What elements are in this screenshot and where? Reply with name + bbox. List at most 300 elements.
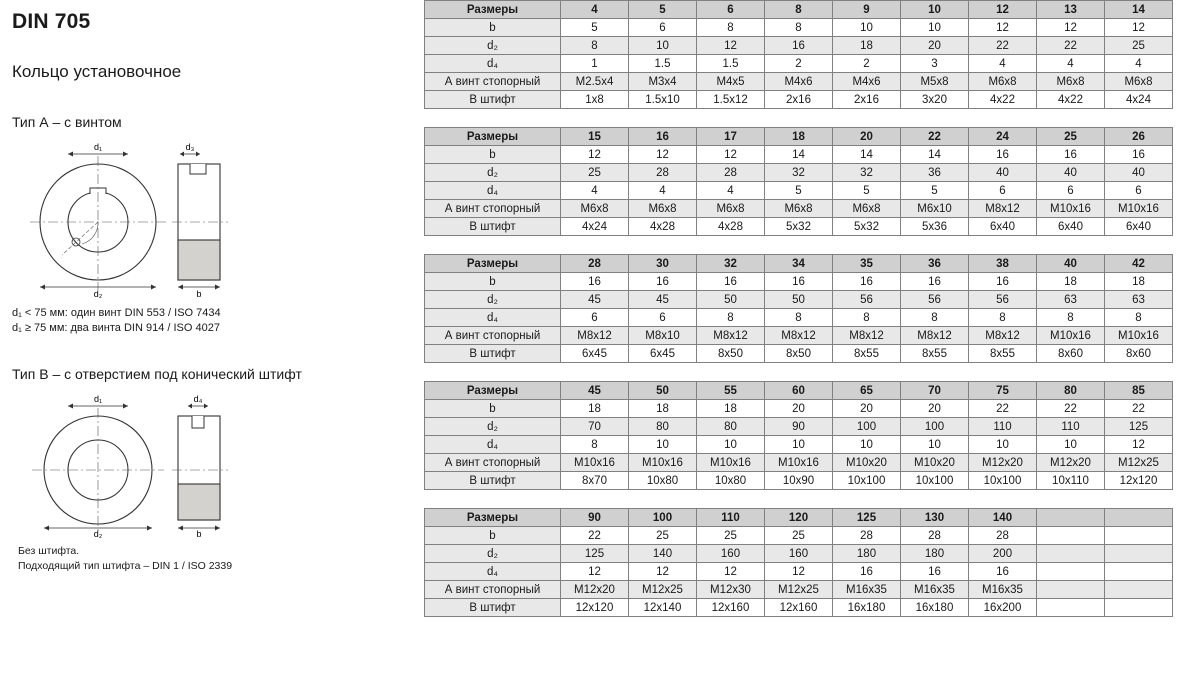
table-cell: 16 <box>969 273 1037 291</box>
table-cell: 56 <box>901 291 969 309</box>
table-cell: M8x12 <box>697 327 765 345</box>
table-row <box>425 200 1173 218</box>
table-row <box>425 182 1173 200</box>
type-b-note-1: Без штифта. <box>18 545 80 557</box>
table-cell <box>1105 509 1173 527</box>
table-cell: 16 <box>1105 146 1173 164</box>
table-cell: 110 <box>1037 418 1105 436</box>
row-label: Размеры <box>425 509 561 527</box>
table-cell: M6x10 <box>901 200 969 218</box>
table-cell: 4x28 <box>697 218 765 236</box>
table-cell: 28 <box>901 527 969 545</box>
table-cell: M8x12 <box>765 327 833 345</box>
table-cell: 5 <box>833 182 901 200</box>
table-cell: 12 <box>629 563 697 581</box>
table-cell: 25 <box>629 527 697 545</box>
svg-text:d₁: d₁ <box>93 142 103 152</box>
table-cell: 12 <box>969 19 1037 37</box>
table-cell: 125 <box>561 545 629 563</box>
table-cell <box>1037 581 1105 599</box>
row-label: d₄ <box>425 436 561 454</box>
table-cell: 12 <box>629 146 697 164</box>
table-cell: 12x160 <box>697 599 765 617</box>
table-cell <box>1105 527 1173 545</box>
table-cell: 16 <box>901 563 969 581</box>
row-label: Размеры <box>425 1 561 19</box>
table-cell: M3x4 <box>629 73 697 91</box>
table-cell: 12 <box>1105 436 1173 454</box>
table-cell: 42 <box>1105 255 1173 273</box>
table-cell: 10 <box>901 19 969 37</box>
table-cell: 56 <box>833 291 901 309</box>
table-cell: 8 <box>561 436 629 454</box>
table-cell: 16 <box>833 563 901 581</box>
table-row <box>425 454 1173 472</box>
table-cell: M10x16 <box>1037 327 1105 345</box>
row-label: В штифт <box>425 472 561 490</box>
table-cell: 50 <box>765 291 833 309</box>
table-cell: 8x55 <box>901 345 969 363</box>
table-cell: 13 <box>1037 1 1105 19</box>
table-cell: 100 <box>833 418 901 436</box>
table-cell: M4x6 <box>765 73 833 91</box>
table-cell: 17 <box>697 128 765 146</box>
table-cell: 8 <box>969 309 1037 327</box>
table-cell: 22 <box>1037 37 1105 55</box>
table-row <box>425 91 1173 109</box>
row-label: d₂ <box>425 164 561 182</box>
table-cell: 10 <box>629 436 697 454</box>
table-cell: 10 <box>901 1 969 19</box>
table-cell: 40 <box>1105 164 1173 182</box>
table-cell: M10x16 <box>1037 200 1105 218</box>
table-cell: 10 <box>901 436 969 454</box>
table-cell: 80 <box>697 418 765 436</box>
table-cell: 32 <box>833 164 901 182</box>
table-cell: 3 <box>901 55 969 73</box>
table-cell: 8x70 <box>561 472 629 490</box>
table-cell <box>1105 599 1173 617</box>
table-row <box>425 327 1173 345</box>
svg-text:d₃: d₃ <box>185 142 195 152</box>
table-cell: 5 <box>561 19 629 37</box>
table-cell: 16 <box>969 563 1037 581</box>
table-cell: 12 <box>561 146 629 164</box>
table-cell: 22 <box>561 527 629 545</box>
table-cell: 8x50 <box>765 345 833 363</box>
row-label: d₂ <box>425 418 561 436</box>
table-cell: 20 <box>833 400 901 418</box>
table-cell: 20 <box>833 128 901 146</box>
table-cell: 200 <box>969 545 1037 563</box>
table-cell: 12x160 <box>765 599 833 617</box>
table-cell: M8x12 <box>969 200 1037 218</box>
table-cell: 12 <box>765 563 833 581</box>
table-cell: 25 <box>1105 37 1173 55</box>
table-cell: 4 <box>697 182 765 200</box>
table-cell: M10x16 <box>765 454 833 472</box>
table-row <box>425 19 1173 37</box>
row-label: А винт стопорный <box>425 454 561 472</box>
row-label: В штифт <box>425 91 561 109</box>
table-cell: 4 <box>561 182 629 200</box>
table-cell: 12 <box>561 563 629 581</box>
row-label: b <box>425 19 561 37</box>
table-cell: 14 <box>901 146 969 164</box>
table-cell: M12x25 <box>629 581 697 599</box>
table-row <box>425 291 1173 309</box>
type-b-heading: Тип В – с отверстием под конический штифт <box>12 366 302 382</box>
table-row <box>425 55 1173 73</box>
table-cell: 6x45 <box>561 345 629 363</box>
table-cell: M6x8 <box>1105 73 1173 91</box>
table-cell: M12x20 <box>1037 454 1105 472</box>
table-cell: 28 <box>833 527 901 545</box>
table-cell: M8x12 <box>969 327 1037 345</box>
table-cell: 110 <box>969 418 1037 436</box>
table-cell: 180 <box>833 545 901 563</box>
table-cell: 160 <box>765 545 833 563</box>
table-cell: 18 <box>561 400 629 418</box>
table-cell: 16 <box>901 273 969 291</box>
table-cell: 4x22 <box>969 91 1037 109</box>
svg-text:d₂: d₂ <box>93 289 103 299</box>
table-cell: M6x8 <box>561 200 629 218</box>
table-cell: 5x32 <box>765 218 833 236</box>
table-row <box>425 255 1173 273</box>
table-cell: 40 <box>1037 164 1105 182</box>
table-cell: 12 <box>697 37 765 55</box>
table-cell: 10x90 <box>765 472 833 490</box>
table-row <box>425 400 1173 418</box>
table-cell: M10x16 <box>697 454 765 472</box>
table-cell: M8x12 <box>561 327 629 345</box>
table-cell: 16 <box>561 273 629 291</box>
table-cell: 38 <box>969 255 1037 273</box>
table-cell: 10x100 <box>969 472 1037 490</box>
table-cell <box>1037 563 1105 581</box>
table-cell: 45 <box>629 291 697 309</box>
table-row <box>425 128 1173 146</box>
table-row <box>425 309 1173 327</box>
table-cell: 16x180 <box>901 599 969 617</box>
table-cell: 80 <box>629 418 697 436</box>
table-cell: 125 <box>1105 418 1173 436</box>
table-cell: 130 <box>901 509 969 527</box>
table-row <box>425 599 1173 617</box>
type-a-note-1: d₁ < 75 мм: один винт DIN 553 / ISO 7434 <box>12 307 221 319</box>
svg-text:b: b <box>196 529 202 539</box>
table-cell: 8x50 <box>697 345 765 363</box>
table-cell: 18 <box>697 400 765 418</box>
table-cell: 85 <box>1105 382 1173 400</box>
table-cell: M10x16 <box>1105 327 1173 345</box>
table-row <box>425 472 1173 490</box>
table-cell: 20 <box>901 400 969 418</box>
table-row <box>425 146 1173 164</box>
table-cell: 12 <box>1105 19 1173 37</box>
table-cell: 1 <box>561 55 629 73</box>
table-cell: 16x180 <box>833 599 901 617</box>
table-cell: 16 <box>833 273 901 291</box>
spec-tables <box>424 0 1186 635</box>
table-cell: 8 <box>1037 309 1105 327</box>
svg-text:d₂: d₂ <box>93 529 103 539</box>
table-cell: 30 <box>629 255 697 273</box>
table-cell: 5 <box>901 182 969 200</box>
standard-title: DIN 705 <box>12 10 91 33</box>
table-cell: 4 <box>629 182 697 200</box>
table-cell: 10 <box>629 37 697 55</box>
row-label: Размеры <box>425 382 561 400</box>
row-label: b <box>425 273 561 291</box>
table-cell: 1.5x12 <box>697 91 765 109</box>
table-cell: 18 <box>1105 273 1173 291</box>
table-cell: 16 <box>697 273 765 291</box>
table-cell: 6x40 <box>1105 218 1173 236</box>
table-cell: 28 <box>629 164 697 182</box>
table-cell: 28 <box>697 164 765 182</box>
table-cell: 16 <box>765 37 833 55</box>
row-label: b <box>425 146 561 164</box>
table-cell: 125 <box>833 509 901 527</box>
row-label: d₂ <box>425 37 561 55</box>
table-cell: 36 <box>901 255 969 273</box>
table-row <box>425 345 1173 363</box>
type-a-heading: Тип А – с винтом <box>12 114 122 130</box>
row-label: А винт стопорный <box>425 200 561 218</box>
table-cell: M12x30 <box>697 581 765 599</box>
table-row <box>425 563 1173 581</box>
table-cell: 70 <box>561 418 629 436</box>
table-cell: M5x8 <box>901 73 969 91</box>
table-cell: 40 <box>1037 255 1105 273</box>
row-label: В штифт <box>425 345 561 363</box>
table-row <box>425 545 1173 563</box>
table-cell: M6x8 <box>765 200 833 218</box>
table-row <box>425 527 1173 545</box>
table-cell: 75 <box>969 382 1037 400</box>
table-cell: 1.5 <box>629 55 697 73</box>
table-cell: 1.5 <box>697 55 765 73</box>
table-cell: 18 <box>629 400 697 418</box>
table-cell: 8 <box>697 19 765 37</box>
table-cell: 12 <box>1037 19 1105 37</box>
table-cell: 20 <box>765 400 833 418</box>
table-cell: 22 <box>901 128 969 146</box>
table-cell: 4x24 <box>561 218 629 236</box>
row-label: d₄ <box>425 55 561 73</box>
table-cell: 6x45 <box>629 345 697 363</box>
table-cell: 12x140 <box>629 599 697 617</box>
table-cell: M4x6 <box>833 73 901 91</box>
table-cell: 50 <box>697 291 765 309</box>
table-cell: 100 <box>901 418 969 436</box>
row-label: А винт стопорный <box>425 73 561 91</box>
table-cell: 16 <box>629 273 697 291</box>
table-cell: M10x20 <box>833 454 901 472</box>
table-cell: 25 <box>561 164 629 182</box>
product-name: Кольцо установочное <box>12 62 182 81</box>
table-cell: 4 <box>1037 55 1105 73</box>
table-cell: M6x8 <box>629 200 697 218</box>
table-cell: 16 <box>629 128 697 146</box>
table-cell: 8 <box>765 1 833 19</box>
table-cell: 6x40 <box>969 218 1037 236</box>
row-label: d₂ <box>425 291 561 309</box>
table-cell: 1.5x10 <box>629 91 697 109</box>
row-label: В штифт <box>425 218 561 236</box>
table-cell: M6x8 <box>833 200 901 218</box>
table-cell: 140 <box>969 509 1037 527</box>
table-cell: 3x20 <box>901 91 969 109</box>
table-cell: 8x60 <box>1037 345 1105 363</box>
table-cell: M8x12 <box>833 327 901 345</box>
table-cell: 35 <box>833 255 901 273</box>
table-cell: 8x55 <box>969 345 1037 363</box>
table-cell: M2.5x4 <box>561 73 629 91</box>
row-label: d₄ <box>425 309 561 327</box>
table-cell: 12x120 <box>1105 472 1173 490</box>
table-cell: M16x35 <box>969 581 1037 599</box>
table-cell: 34 <box>765 255 833 273</box>
type-b-drawing <box>20 392 410 540</box>
spec-table <box>424 127 1173 236</box>
table-cell: 63 <box>1105 291 1173 309</box>
table-cell: 12 <box>697 146 765 164</box>
table-cell: M6x8 <box>1037 73 1105 91</box>
table-cell: 20 <box>901 37 969 55</box>
table-cell: M10x16 <box>1105 200 1173 218</box>
table-cell: 16x200 <box>969 599 1037 617</box>
table-cell: 25 <box>1037 128 1105 146</box>
table-cell: 12 <box>697 563 765 581</box>
table-cell: 5 <box>765 182 833 200</box>
table-cell: 22 <box>1037 400 1105 418</box>
table-cell: 110 <box>697 509 765 527</box>
table-cell: 10 <box>765 436 833 454</box>
table-cell: 4 <box>1105 55 1173 73</box>
table-cell: 5x36 <box>901 218 969 236</box>
table-cell: M8x12 <box>901 327 969 345</box>
row-label: d₄ <box>425 182 561 200</box>
table-cell: 6 <box>629 19 697 37</box>
table-cell: M12x25 <box>1105 454 1173 472</box>
table-cell: 2 <box>765 55 833 73</box>
spec-table <box>424 508 1173 617</box>
table-cell <box>1105 563 1173 581</box>
table-cell: 8 <box>901 309 969 327</box>
svg-text:b: b <box>196 289 202 299</box>
table-cell: 160 <box>697 545 765 563</box>
table-cell: 10 <box>1037 436 1105 454</box>
table-cell: 60 <box>765 382 833 400</box>
row-label: А винт стопорный <box>425 327 561 345</box>
table-cell: 9 <box>833 1 901 19</box>
table-cell: 10x80 <box>629 472 697 490</box>
table-cell: M6x8 <box>969 73 1037 91</box>
table-cell: M12x20 <box>561 581 629 599</box>
table-cell: 12 <box>969 1 1037 19</box>
table-cell: 28 <box>969 527 1037 545</box>
table-cell: 6 <box>697 1 765 19</box>
table-cell: 6x40 <box>1037 218 1105 236</box>
table-cell: 40 <box>969 164 1037 182</box>
table-cell: 6 <box>969 182 1037 200</box>
row-label: d₂ <box>425 545 561 563</box>
table-cell: 50 <box>629 382 697 400</box>
table-cell: 8x60 <box>1105 345 1173 363</box>
table-cell: 100 <box>629 509 697 527</box>
table-cell: 32 <box>697 255 765 273</box>
table-cell: 25 <box>697 527 765 545</box>
table-cell <box>1105 581 1173 599</box>
table-cell: 120 <box>765 509 833 527</box>
table-cell: 15 <box>561 128 629 146</box>
table-cell: 14 <box>1105 1 1173 19</box>
table-cell: 45 <box>561 382 629 400</box>
table-cell: 2x16 <box>765 91 833 109</box>
table-row <box>425 164 1173 182</box>
table-cell: 4x24 <box>1105 91 1173 109</box>
table-cell: M16x35 <box>901 581 969 599</box>
table-cell: 10x110 <box>1037 472 1105 490</box>
table-cell <box>1037 599 1105 617</box>
table-cell: 45 <box>561 291 629 309</box>
table-row <box>425 37 1173 55</box>
table-cell <box>1037 545 1105 563</box>
row-label: b <box>425 400 561 418</box>
table-cell: 36 <box>901 164 969 182</box>
table-cell: 10 <box>697 436 765 454</box>
type-b-note-2: Подходящий тип штифта – DIN 1 / ISO 2339 <box>18 560 233 572</box>
table-row <box>425 73 1173 91</box>
table-cell: 14 <box>765 146 833 164</box>
row-label: d₄ <box>425 563 561 581</box>
row-label: Размеры <box>425 128 561 146</box>
table-cell: 12x120 <box>561 599 629 617</box>
table-cell: 56 <box>969 291 1037 309</box>
table-cell: 10x100 <box>901 472 969 490</box>
table-row <box>425 581 1173 599</box>
table-cell: 32 <box>765 164 833 182</box>
table-row <box>425 509 1173 527</box>
table-cell: 4x28 <box>629 218 697 236</box>
table-cell: 2 <box>833 55 901 73</box>
table-cell: 6 <box>561 309 629 327</box>
table-cell: 90 <box>561 509 629 527</box>
table-cell: 22 <box>969 37 1037 55</box>
table-cell: 140 <box>629 545 697 563</box>
table-cell: 55 <box>697 382 765 400</box>
spec-table <box>424 0 1173 109</box>
table-cell: M10x16 <box>561 454 629 472</box>
table-cell: M10x16 <box>629 454 697 472</box>
table-cell: 6 <box>1105 182 1173 200</box>
table-row <box>425 436 1173 454</box>
row-label: А винт стопорный <box>425 581 561 599</box>
table-cell: 4x22 <box>1037 91 1105 109</box>
table-cell: 18 <box>765 128 833 146</box>
table-cell <box>1105 545 1173 563</box>
table-cell: 90 <box>765 418 833 436</box>
table-cell <box>1037 509 1105 527</box>
type-a-note-2: d₁ ≥ 75 мм: два винта DIN 914 / ISO 4027 <box>12 322 220 334</box>
table-cell: 28 <box>561 255 629 273</box>
table-cell: 8 <box>765 19 833 37</box>
table-cell: 4 <box>561 1 629 19</box>
svg-text:d₁: d₁ <box>93 394 103 404</box>
